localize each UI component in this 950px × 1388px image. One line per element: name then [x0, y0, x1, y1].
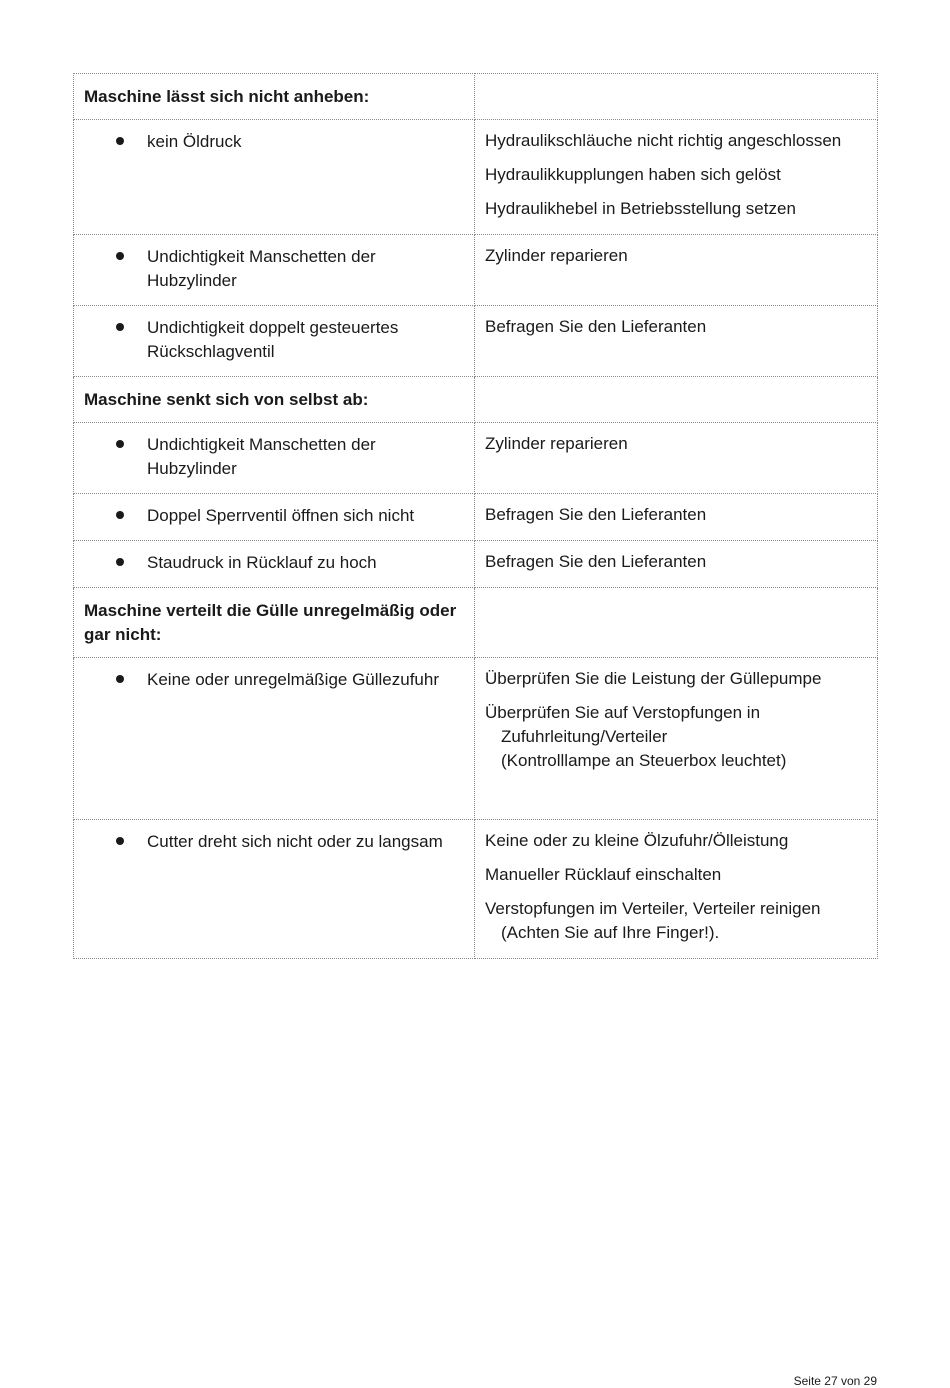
- remedy-cell: [475, 820, 878, 959]
- cause-text: kein Öldruck: [147, 132, 242, 151]
- bullet-icon: [116, 675, 124, 683]
- remedy-cell: [475, 235, 878, 306]
- cause-text: Undichtigkeit Manschetten der Hubzylinder: [147, 247, 376, 290]
- empty-cell: [475, 74, 878, 120]
- cause-text: Staudruck in Rücklauf zu hoch: [147, 553, 377, 572]
- table-row: [74, 120, 878, 235]
- section-heading: Maschine verteilt die Gülle unregelmäßig oder gar nicht:: [84, 601, 457, 644]
- empty-cell: [475, 377, 878, 423]
- remedy-item: Manueller Rücklauf einschalten: [485, 865, 722, 884]
- cause-cell: [74, 658, 475, 820]
- cause-cell: [74, 541, 475, 588]
- section-header-row: [74, 377, 878, 423]
- cause-cell: [74, 306, 475, 377]
- remedy-cell: [475, 658, 878, 820]
- remedy-cell: [475, 423, 878, 494]
- remedy-item: Befragen Sie den Lieferanten: [485, 317, 707, 336]
- table-row: [74, 820, 878, 959]
- section-header-row: [74, 74, 878, 120]
- cause-text: Undichtigkeit Manschetten der Hubzylinder: [147, 435, 376, 478]
- remedy-item: [485, 897, 867, 945]
- cause-cell: [74, 120, 475, 235]
- table-row: [74, 235, 878, 306]
- bullet-icon: [116, 440, 124, 448]
- remedy-item: Hydraulikkupplungen haben sich gelöst: [485, 165, 781, 184]
- remedy-line: Überprüfen Sie auf Verstopfungen in: [485, 703, 761, 722]
- remedy-line: Verstopfungen im Verteiler, Verteiler reinigen: [485, 899, 821, 918]
- remedy-item: Befragen Sie den Lieferanten: [485, 505, 707, 524]
- remedy-cell: [475, 541, 878, 588]
- section-heading: Maschine lässt sich nicht anheben:: [84, 87, 370, 106]
- remedy-line: (Kontrolllampe an Steuerbox leuchtet): [501, 751, 787, 770]
- remedy-item: [485, 701, 867, 773]
- section-header-row: [74, 588, 878, 658]
- table-row: [74, 658, 878, 820]
- cause-cell: [74, 494, 475, 541]
- cause-cell: [74, 423, 475, 494]
- section-heading: Maschine senkt sich von selbst ab:: [84, 390, 369, 409]
- table-row: [74, 306, 878, 377]
- cause-cell: [74, 235, 475, 306]
- remedy-cell: [475, 494, 878, 541]
- page-number: Seite 27 von 29: [793, 1374, 877, 1388]
- cause-text: Cutter dreht sich nicht oder zu langsam: [147, 832, 443, 851]
- remedy-line: (Achten Sie auf Ihre Finger!).: [501, 923, 720, 942]
- table-row: [74, 494, 878, 541]
- cause-text: Undichtigkeit doppelt gesteuertes Rückschlagventil: [147, 318, 399, 361]
- remedy-item: Hydraulikschläuche nicht richtig angeschlossen: [485, 131, 842, 150]
- remedy-item: Keine oder zu kleine Ölzufuhr/Ölleistung: [485, 831, 789, 850]
- cause-text: Keine oder unregelmäßige Güllezufuhr: [147, 670, 440, 689]
- remedy-item: Befragen Sie den Lieferanten: [485, 552, 707, 571]
- bullet-icon: [116, 558, 124, 566]
- bullet-icon: [116, 137, 124, 145]
- cause-cell: [74, 820, 475, 959]
- empty-cell: [475, 588, 878, 658]
- remedy-item: Überprüfen Sie die Leistung der Güllepumpe: [485, 669, 822, 688]
- troubleshooting-table: [73, 73, 878, 959]
- cause-text: Doppel Sperrventil öffnen sich nicht: [147, 506, 415, 525]
- remedy-item: Zylinder reparieren: [485, 246, 628, 265]
- remedy-line: Zufuhrleitung/Verteiler: [501, 727, 668, 746]
- remedy-cell: [475, 306, 878, 377]
- bullet-icon: [116, 837, 124, 845]
- bullet-icon: [116, 323, 124, 331]
- table-row: [74, 423, 878, 494]
- remedy-item: Zylinder reparieren: [485, 434, 628, 453]
- bullet-icon: [116, 511, 124, 519]
- remedy-cell: [475, 120, 878, 235]
- remedy-item: Hydraulikhebel in Betriebsstellung setzen: [485, 199, 796, 218]
- table-row: [74, 541, 878, 588]
- bullet-icon: [116, 252, 124, 260]
